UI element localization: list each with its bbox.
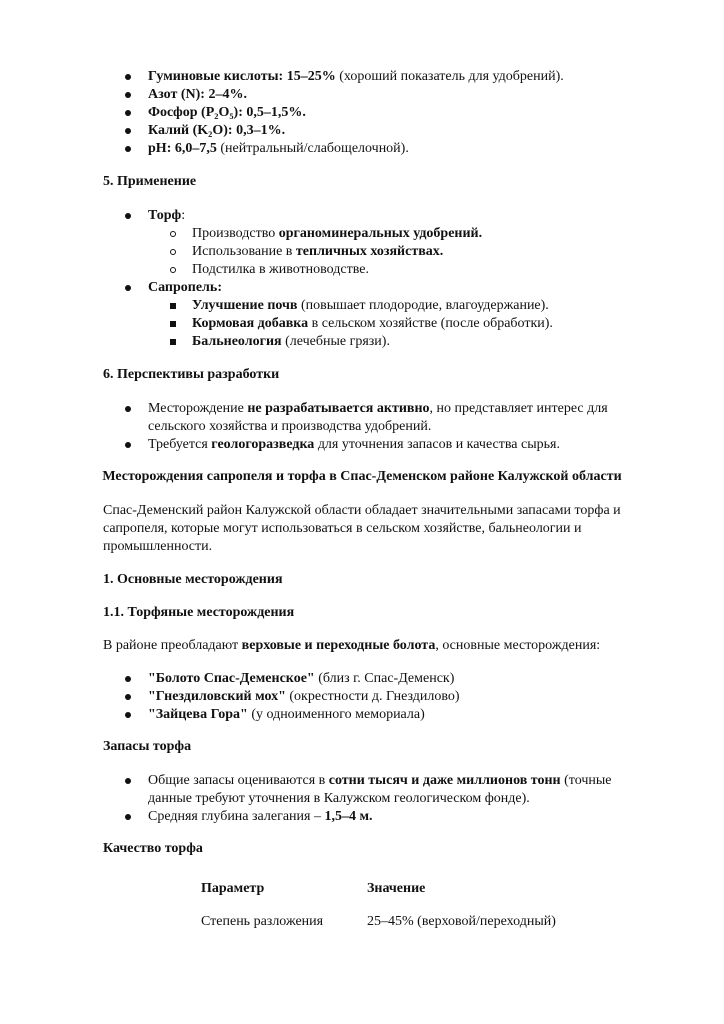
sub-list-item: Улучшение почв (повышает плодородие, влагоудержание). [192, 298, 549, 313]
square-bullet-icon [170, 339, 176, 345]
table-cell-param: Степень разложения [201, 914, 324, 929]
sub-list-item: Производство органоминеральных удобрений. [192, 226, 483, 241]
bullet-icon [125, 406, 131, 412]
square-bullet-icon [170, 321, 176, 327]
intro-line: промышленности. [103, 539, 213, 554]
square-bullet-icon [170, 303, 176, 309]
sub-list-item: Кормовая добавка в сельском хозяйстве (после обработки). [192, 316, 553, 331]
list-item: "Болото Спас-Деменское" (близ г. Спас-Деменск) [148, 671, 455, 686]
list-item-continuation: сельского хозяйства и производства удобрений. [148, 419, 432, 434]
section-heading: 1. Основные месторождения [103, 572, 283, 587]
list-item: Требуется геологоразведка для уточнения запасов и качества сырья. [148, 437, 560, 452]
table-cell-value: 25–45% (верховой/переходный) [367, 914, 556, 929]
list-item: Азот (N): 2–4%. [148, 87, 247, 102]
list-item: Сапропель: [148, 280, 222, 295]
section-heading: 6. Перспективы разработки [103, 367, 280, 382]
list-item: "Зайцева Гора" (у одноименного мемориала) [148, 707, 425, 722]
circle-bullet-icon [170, 267, 176, 273]
subsection-heading: 1.1. Торфяные месторождения [103, 605, 295, 620]
section-heading: Качество торфа [103, 841, 203, 856]
bullet-icon [125, 814, 131, 820]
circle-bullet-icon [170, 231, 176, 237]
bullet-icon [125, 213, 131, 219]
bullet-icon [125, 146, 131, 152]
list-item: pH: 6,0–7,5 (нейтральный/слабощелочной). [148, 141, 409, 156]
bullet-icon [125, 110, 131, 116]
circle-bullet-icon [170, 249, 176, 255]
intro-line: сапропеля, которые могут использоваться в сельском хозяйстве, бальнеологии и [103, 521, 582, 536]
table-header-value: Значение [367, 881, 426, 896]
bullet-icon [125, 778, 131, 784]
list-item: Средняя глубина залегания – 1,5–4 м. [148, 809, 373, 824]
table-header-param: Параметр [201, 881, 265, 896]
sub-list-item: Подстилка в животноводстве. [192, 262, 369, 277]
bullet-icon [125, 128, 131, 134]
list-item: "Гнездиловский мох" (окрестности д. Гнездилово) [148, 689, 460, 704]
bullet-icon [125, 442, 131, 448]
bullet-icon [125, 676, 131, 682]
list-item: Месторождение не разрабатывается активно, но представляет интерес для [148, 401, 608, 416]
list-item-continuation: данные требуют уточнения в Калужском геологическом фонде). [148, 791, 530, 806]
list-item: Торф: [148, 208, 186, 223]
sub-list-item: Бальнеология (лечебные грязи). [192, 334, 390, 349]
paragraph: В районе преобладают верховые и переходные болота, основные месторождения: [103, 638, 601, 653]
bullet-icon [125, 92, 131, 98]
section-heading: 5. Применение [103, 174, 197, 189]
section-heading: Запасы торфа [103, 739, 192, 754]
list-item: Гуминовые кислоты: 15–25% (хороший показатель для удобрений). [148, 69, 564, 84]
bullet-icon [125, 712, 131, 718]
bullet-icon [125, 694, 131, 700]
intro-line: Спас-Деменский район Калужской области обладает значительными запасами торфа и [103, 503, 621, 518]
bullet-icon [125, 74, 131, 80]
bullet-icon [125, 285, 131, 291]
sub-list-item: Использование в тепличных хозяйствах. [192, 244, 444, 259]
list-item: Общие запасы оцениваются в сотни тысяч и даже миллионов тонн (точные [148, 773, 612, 788]
document-title: Месторождения сапропеля и торфа в Спас-Деменском районе Калужской области [102, 469, 622, 484]
list-item: Калий (K₂O): 0,3–1%. [148, 123, 286, 138]
list-item: Фосфор (P₂O₅): 0,5–1,5%. [148, 105, 306, 120]
